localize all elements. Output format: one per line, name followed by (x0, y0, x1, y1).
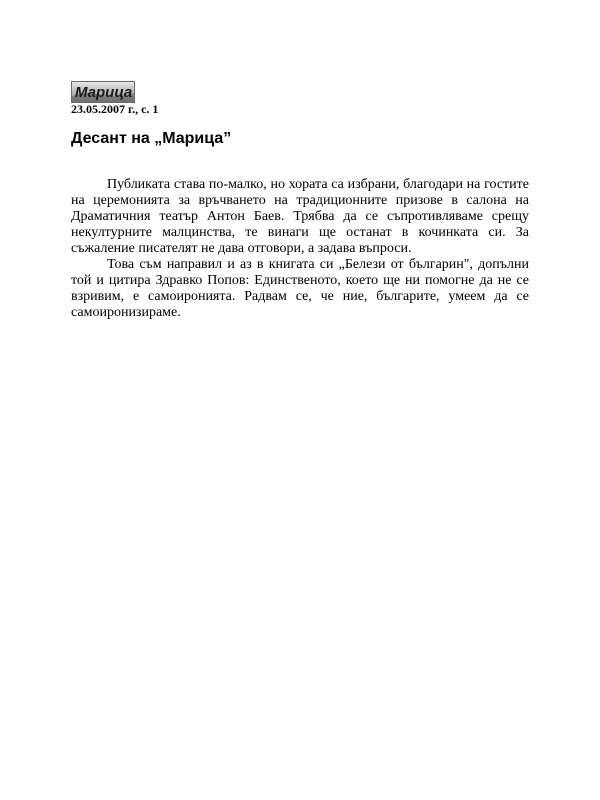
newspaper-logo-graphic (72, 82, 134, 102)
newspaper-logo (71, 81, 135, 103)
article-paragraph: Това съм направил и аз в книгата си „Белези от българин", допълни той и цитира Здравко Попов: Единственото, което ще ни помогне да не се взривим, е самоиронията. Радвам се, че ние, българите, умеем да се самоиронизираме. (71, 257, 529, 320)
article-body (71, 177, 529, 321)
article-title: Десант на „Марица” (71, 130, 232, 147)
logo-text: Марица (75, 84, 133, 101)
dateline: 23.05.2007 г., с. 1 (71, 102, 159, 116)
article-paragraph: Публиката става по-малко, но хората са избрани, благодари на гостите на церемонията за връчването на традиционните призове в салона на Драматичния театър Антон Баев. Трябва да се съпротивляваме срещу некултурните малцинства, те винаги ще останат в кочинката си. За съжаление писателят не дава отговори, а задава въпроси. (71, 177, 529, 256)
